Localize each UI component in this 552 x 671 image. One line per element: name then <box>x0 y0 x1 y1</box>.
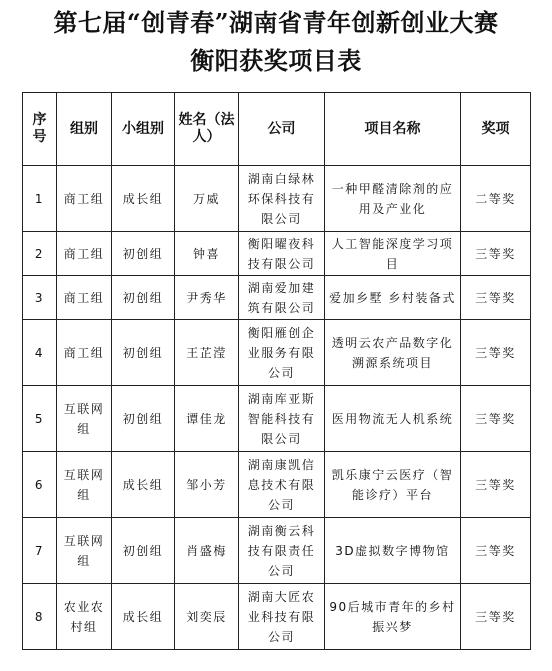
cell-company: 湖南爱加建筑有限公司 <box>239 276 325 320</box>
cell-subgroup: 成长组 <box>112 166 175 232</box>
cell-project: 爱加乡墅 乡村装备式 <box>325 276 461 320</box>
cell-project: 医用物流无人机系统 <box>325 386 461 452</box>
header-name: 姓名（法人） <box>175 93 239 166</box>
cell-name: 钟喜 <box>175 232 239 276</box>
cell-award: 三等奖 <box>461 320 531 386</box>
cell-company: 衡阳曜夜科技有限公司 <box>239 232 325 276</box>
cell-award: 三等奖 <box>461 452 531 518</box>
cell-subgroup: 初创组 <box>112 386 175 452</box>
cell-name: 王芷滢 <box>175 320 239 386</box>
header-group: 组别 <box>57 93 112 166</box>
cell-name: 万威 <box>175 166 239 232</box>
table-row <box>23 584 531 650</box>
table-row <box>23 386 531 452</box>
header-subgroup: 小组别 <box>112 93 175 166</box>
cell-subgroup: 初创组 <box>112 518 175 584</box>
cell-no: 6 <box>23 452 57 518</box>
cell-company: 湖南衡云科技有限责任公司 <box>239 518 325 584</box>
cell-no: 5 <box>23 386 57 452</box>
cell-project: 人工智能深度学习项目 <box>325 232 461 276</box>
header-company: 公司 <box>239 93 325 166</box>
cell-group: 互联网组 <box>57 518 112 584</box>
document-title: 第七届“创青春”湖南省青年创新创业大赛 <box>53 8 499 37</box>
cell-no: 7 <box>23 518 57 584</box>
cell-company: 湖南康凯信息技术有限公司 <box>239 452 325 518</box>
cell-company: 湖南白绿林环保科技有限公司 <box>239 166 325 232</box>
cell-name: 谭佳龙 <box>175 386 239 452</box>
cell-award: 三等奖 <box>461 386 531 452</box>
cell-award: 三等奖 <box>461 518 531 584</box>
cell-project: 一种甲醛清除剂的应用及产业化 <box>325 166 461 232</box>
cell-group: 农业农村组 <box>57 584 112 650</box>
cell-project: 凯乐康宁云医疗（智能诊疗）平台 <box>325 452 461 518</box>
cell-project: 3D虚拟数字博物馆 <box>325 518 461 584</box>
document-subtitle: 衡阳获奖项目表 <box>190 46 362 75</box>
cell-name: 尹秀华 <box>175 276 239 320</box>
header-project: 项目名称 <box>325 93 461 166</box>
cell-subgroup: 初创组 <box>112 232 175 276</box>
table-row <box>23 320 531 386</box>
cell-group: 商工组 <box>57 166 112 232</box>
cell-no: 2 <box>23 232 57 276</box>
cell-award: 二等奖 <box>461 166 531 232</box>
cell-name: 肖盛梅 <box>175 518 239 584</box>
cell-project: 透明云农产品数字化溯源系统项目 <box>325 320 461 386</box>
table-row <box>23 232 531 276</box>
cell-project: 90后城市青年的乡村振兴梦 <box>325 584 461 650</box>
table-row <box>23 452 531 518</box>
table-body <box>23 166 531 650</box>
cell-no: 3 <box>23 276 57 320</box>
cell-group: 商工组 <box>57 276 112 320</box>
cell-group: 商工组 <box>57 232 112 276</box>
cell-subgroup: 成长组 <box>112 452 175 518</box>
cell-name: 刘奕辰 <box>175 584 239 650</box>
cell-company: 湖南库亚斯智能科技有限公司 <box>239 386 325 452</box>
header-no: 序号 <box>23 93 57 166</box>
cell-group: 互联网组 <box>57 452 112 518</box>
table-row <box>23 166 531 232</box>
cell-award: 三等奖 <box>461 232 531 276</box>
table-row <box>23 518 531 584</box>
cell-no: 4 <box>23 320 57 386</box>
cell-award: 三等奖 <box>461 584 531 650</box>
cell-award: 三等奖 <box>461 276 531 320</box>
header-award: 奖项 <box>461 93 531 166</box>
cell-company: 衡阳雁创企业服务有限公司 <box>239 320 325 386</box>
cell-group: 商工组 <box>57 320 112 386</box>
cell-no: 1 <box>23 166 57 232</box>
cell-company: 湖南大匠农业科技有限公司 <box>239 584 325 650</box>
cell-name: 邹小芳 <box>175 452 239 518</box>
table-row <box>23 276 531 320</box>
cell-no: 8 <box>23 584 57 650</box>
cell-subgroup: 初创组 <box>112 320 175 386</box>
cell-subgroup: 成长组 <box>112 584 175 650</box>
award-table <box>22 92 531 650</box>
cell-group: 互联网组 <box>57 386 112 452</box>
header-row <box>23 93 531 166</box>
cell-subgroup: 初创组 <box>112 276 175 320</box>
